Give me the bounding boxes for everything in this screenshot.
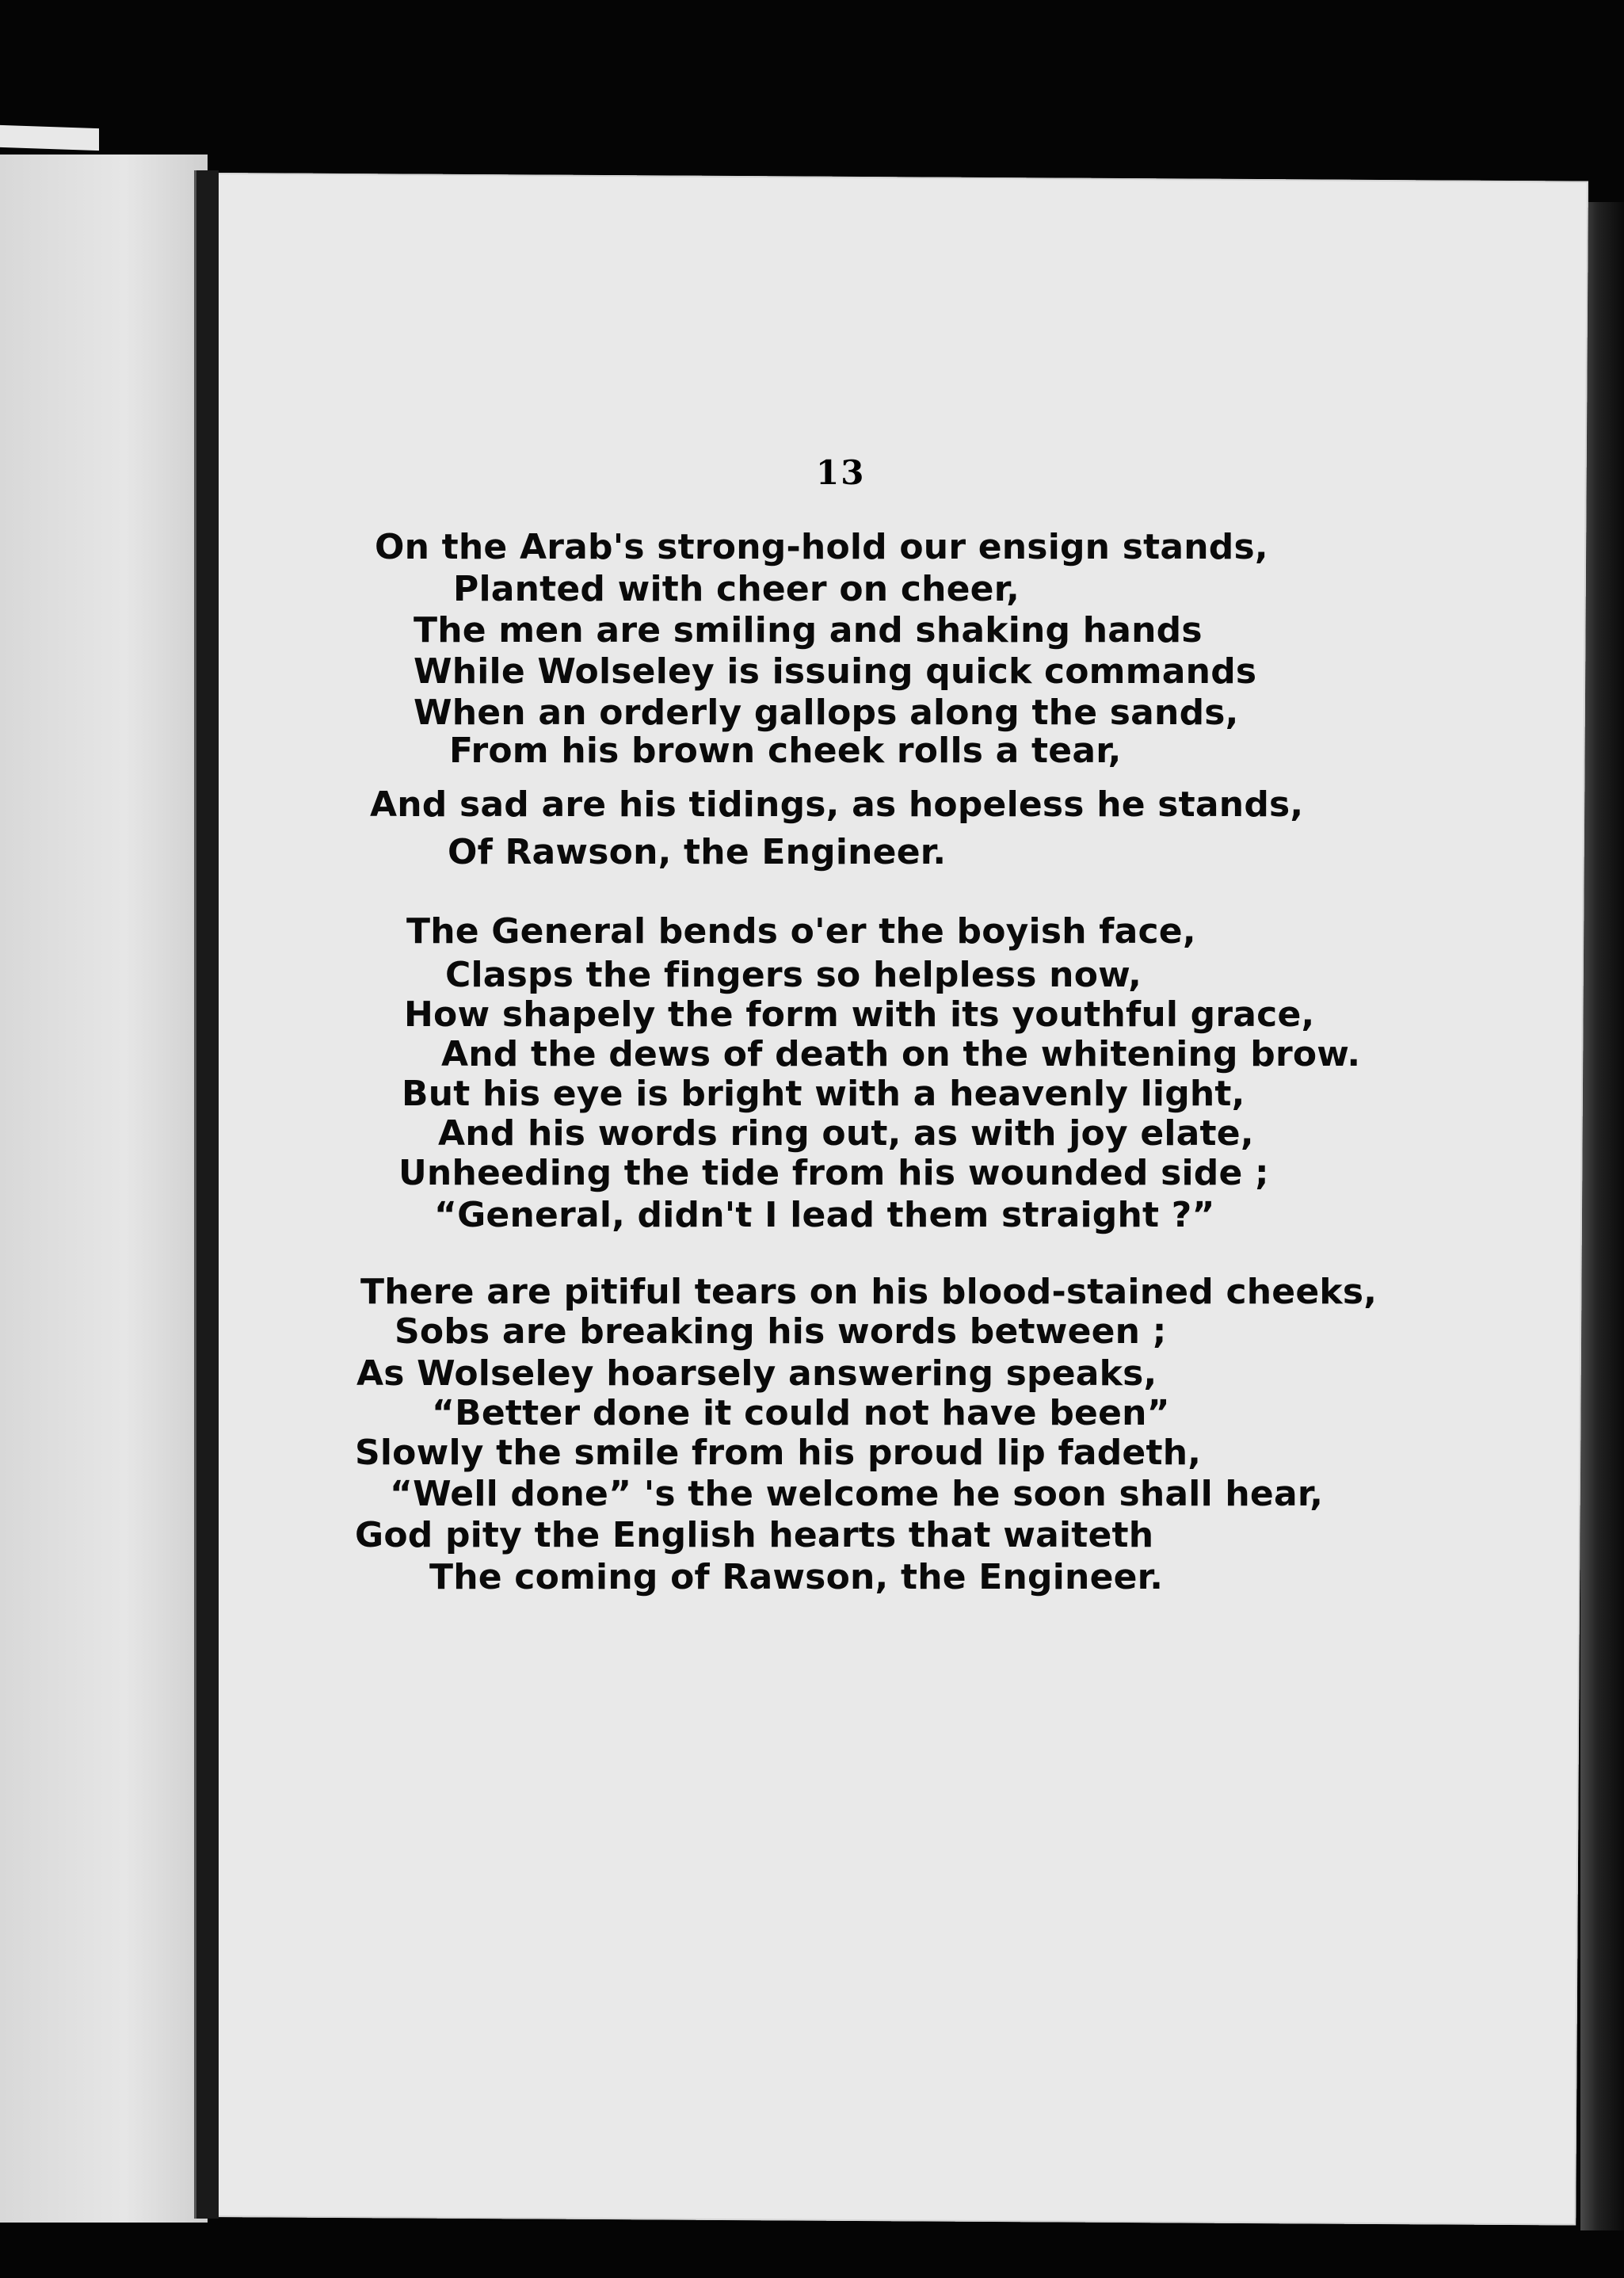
poem-line: God pity the English hearts that waiteth xyxy=(355,1515,1154,1555)
poem-line: “Well done” 's the welcome he soon shall hear, xyxy=(390,1474,1324,1514)
poem-line: And the dews of death on the whitening brow. xyxy=(441,1034,1361,1074)
poem-line: The men are smiling and shaking hands xyxy=(414,610,1203,651)
poem-line: Slowly the smile from his proud lip fadeth, xyxy=(355,1433,1202,1473)
poem-line: When an orderly gallops along the sands, xyxy=(414,693,1239,733)
page-number: 13 xyxy=(816,453,866,492)
poem-line: Clasps the fingers so helpless now, xyxy=(445,955,1142,995)
poem-line: And his words ring out, as with joy elate, xyxy=(438,1113,1254,1154)
poem-line: “Better done it could not have been” xyxy=(432,1393,1170,1433)
poem-line: But his eye is bright with a heavenly light, xyxy=(402,1074,1245,1114)
poem-line: And sad are his tidings, as hopeless he stands, xyxy=(370,784,1304,825)
poem-line: Planted with cheer on cheer, xyxy=(453,569,1020,609)
poem-line: Unheeding the tide from his wounded side ; xyxy=(398,1153,1269,1193)
poem-line: On the Arab's strong-hold our ensign stands, xyxy=(375,527,1268,567)
poem-line: The coming of Rawson, the Engineer. xyxy=(429,1557,1164,1597)
poem-line: How shapely the form with its youthful grace, xyxy=(404,994,1315,1035)
poem-line: As Wolseley hoarsely answering speaks, xyxy=(356,1353,1157,1394)
poem-line: Sobs are breaking his words between ; xyxy=(395,1311,1167,1352)
poem-line: While Wolseley is issuing quick commands xyxy=(414,651,1257,692)
poem-line: There are pitiful tears on his blood-stained cheeks, xyxy=(360,1272,1378,1312)
poem-line: “General, didn't I lead them straight ?” xyxy=(434,1195,1215,1235)
poem-line: From his brown cheek rolls a tear, xyxy=(449,731,1122,771)
poem-line: Of Rawson, the Engineer. xyxy=(448,832,947,872)
poem-line: The General bends o'er the boyish face, xyxy=(406,911,1196,952)
